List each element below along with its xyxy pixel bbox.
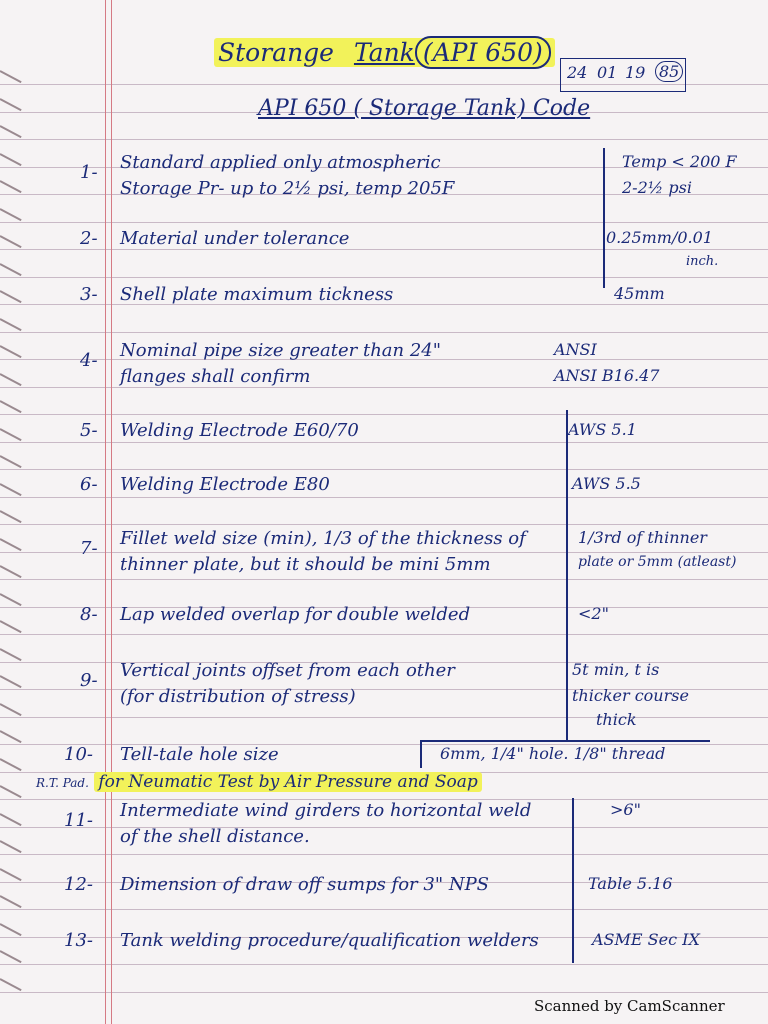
binding-tick	[0, 813, 22, 826]
binding-tick	[0, 373, 22, 386]
row-question-line1: Material under tolerance	[120, 228, 350, 249]
row-number: 12-	[64, 874, 93, 895]
binding-tick	[0, 510, 22, 523]
title-boxed-text: API 650	[432, 38, 534, 67]
binding-tick	[0, 675, 22, 688]
binding-tick	[0, 290, 22, 303]
binding-tick	[0, 895, 22, 908]
row-question-line1: Welding Electrode E60/70	[120, 420, 359, 441]
binding-tick	[0, 125, 22, 138]
binding-tick	[0, 923, 22, 936]
binding-tick	[0, 153, 22, 166]
row-question-line1: Standard applied only atmospheric	[120, 152, 441, 173]
row-question-line1: Intermediate wind girders to horizontal weld	[120, 800, 532, 821]
binding-tick	[0, 345, 22, 358]
row-question-line1: Fillet weld size (min), 1/3 of the thickness of	[120, 528, 526, 549]
row-answer-line2: thicker course	[572, 686, 689, 705]
margin-line-left-2	[111, 0, 112, 1024]
row-answer-line1: AWS 5.1	[568, 420, 637, 439]
scanner-watermark: Scanned by CamScanner	[534, 997, 725, 1015]
binding-tick	[0, 620, 22, 633]
row-question-line1: Welding Electrode E80	[120, 474, 330, 495]
ruled-line	[0, 277, 768, 278]
ruled-line	[0, 909, 768, 910]
note-text: for Neumatic Test by Air Pressure and Soap	[94, 772, 481, 792]
binding-tick	[0, 538, 22, 551]
ruled-line	[0, 964, 768, 965]
row-answer-line1: 45mm	[614, 284, 665, 303]
row-answer-line2: 2-2½ psi	[622, 178, 692, 197]
note-prefix: R.T. Pad.	[36, 776, 89, 790]
binding-tick	[0, 263, 22, 276]
row-answer-line1: 0.25mm/0.01	[606, 228, 713, 247]
row-answer-line1: 6mm, 1/4" hole. 1/8" thread	[440, 744, 666, 763]
ruled-line	[0, 442, 768, 443]
ruled-line	[0, 332, 768, 333]
row-answer-line1: Temp < 200 F	[622, 152, 737, 171]
row-answer-line2: inch.	[686, 254, 719, 269]
row-number: 4-	[80, 350, 98, 371]
row-question-line1: Nominal pipe size greater than 24"	[120, 340, 442, 361]
ruled-line	[0, 414, 768, 415]
ruled-line	[0, 387, 768, 388]
binding-tick	[0, 208, 22, 221]
pneumatic-note	[36, 772, 482, 792]
row-number: 8-	[80, 604, 98, 625]
date-month: 01	[597, 63, 618, 82]
answer-divider-top	[603, 148, 605, 288]
title-middle: Tank	[353, 38, 415, 67]
ruled-line	[0, 139, 768, 140]
row-answer-line2: ANSI B16.47	[554, 366, 660, 385]
binding-tick	[0, 98, 22, 111]
row-answer-line1: ASME Sec IX	[592, 930, 700, 949]
row-question-line1: Lap welded overlap for double welded	[120, 604, 471, 625]
binding-tick	[0, 565, 22, 578]
date-year: 19	[625, 63, 646, 82]
title-left: Storange	[218, 38, 334, 67]
row-number: 5-	[80, 420, 98, 441]
row-answer-line1: ANSI	[554, 340, 597, 359]
binding-tick	[0, 400, 22, 413]
row-question-line2: Storage Pr- up to 2½ psi, temp 205F	[120, 178, 455, 199]
binding-tick	[0, 455, 22, 468]
row-number: 10-	[64, 744, 93, 765]
binding-tick	[0, 235, 22, 248]
binding-tick	[0, 978, 22, 991]
row-answer-line1: 1/3rd of thinner	[578, 528, 707, 547]
ruled-line	[0, 552, 768, 553]
binding-tick	[0, 840, 22, 853]
date-box	[560, 58, 686, 92]
ruled-line	[0, 497, 768, 498]
row-number: 13-	[64, 930, 93, 951]
binding-tick	[0, 428, 22, 441]
row-answer-line1: >6"	[610, 800, 641, 819]
row-question-line1: Dimension of draw off sumps for 3" NPS	[120, 874, 490, 895]
binding-tick	[0, 70, 22, 83]
row-question-line2: of the shell distance.	[120, 826, 310, 847]
ruled-line	[0, 634, 768, 635]
margin-line-left	[105, 0, 106, 1024]
row-number: 1-	[80, 162, 98, 183]
ruled-line	[0, 249, 768, 250]
binding-tick	[0, 950, 22, 963]
ruled-line	[0, 469, 768, 470]
binding-tick	[0, 703, 22, 716]
row-number: 7-	[80, 538, 98, 559]
ruled-line	[0, 827, 768, 828]
binding-tick	[0, 648, 22, 661]
binding-tick	[0, 730, 22, 743]
binding-tick	[0, 593, 22, 606]
page-title	[214, 38, 555, 67]
row-answer-line3: thick	[596, 710, 637, 729]
binding-tick	[0, 318, 22, 331]
row-number: 6-	[80, 474, 98, 495]
binding-tick	[0, 483, 22, 496]
row-answer-line1: 5t min, t is	[572, 660, 660, 679]
row-question-line1: Shell plate maximum tickness	[120, 284, 394, 305]
row-answer-line2: plate or 5mm (atleast)	[578, 554, 737, 570]
ruled-line	[0, 854, 768, 855]
ruled-line	[0, 579, 768, 580]
binding-tick	[0, 758, 22, 771]
title-boxed: (API 650)	[415, 36, 551, 69]
binding-tick	[0, 180, 22, 193]
row-question-line1: Tank welding procedure/qualification welders	[120, 930, 539, 951]
answer-divider-bottom	[572, 798, 574, 963]
answer-divider-mid	[566, 410, 568, 740]
ruled-line	[0, 717, 768, 718]
row-number: 2-	[80, 228, 98, 249]
ruled-line	[0, 222, 768, 223]
row-number: 11-	[64, 810, 93, 831]
row-answer-line1: Table 5.16	[588, 874, 673, 893]
row-question-line2: thinner plate, but it should be mini 5mm	[120, 554, 491, 575]
subtitle: API 650 ( Storage Tank) Code	[258, 96, 591, 121]
row-question-line1: Tell-tale hole size	[120, 744, 279, 765]
row10-top-line	[420, 740, 710, 742]
ruled-line	[0, 524, 768, 525]
row-answer-line1: AWS 5.5	[572, 474, 641, 493]
binding-tick	[0, 785, 22, 798]
row-question-line1: Vertical joints offset from each other	[120, 660, 455, 681]
row10-left-line	[420, 740, 422, 768]
page-number: 85	[655, 61, 683, 82]
row-answer-line1: <2"	[578, 604, 609, 623]
binding-tick	[0, 868, 22, 881]
row-number: 3-	[80, 284, 98, 305]
ruled-line	[0, 992, 768, 993]
title-highlight	[214, 38, 555, 67]
row-number: 9-	[80, 670, 98, 691]
row-question-line2: (for distribution of stress)	[120, 686, 356, 707]
date-day: 24	[567, 63, 588, 82]
row-question-line2: flanges shall confirm	[120, 366, 311, 387]
